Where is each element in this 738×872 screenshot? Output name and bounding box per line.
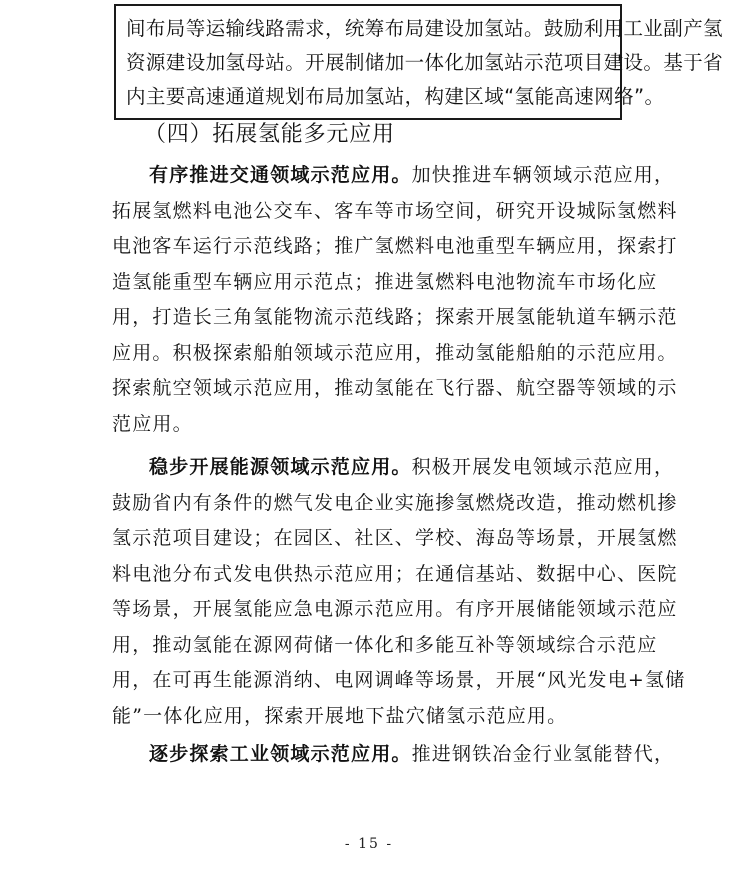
paragraph-line: 料电池分布式发电供热示范应用；在通信基站、数据中心、医院	[112, 562, 678, 585]
paragraph-industry	[112, 737, 675, 773]
paragraph-lead: 有序推进交通领域示范应用。	[149, 164, 412, 186]
paragraph-line: 造氢能重型车辆应用示范点；推进氢燃料电池物流车市场化应	[112, 270, 658, 293]
paragraph-line: 能”一体化应用，探索开展地下盐穴储氢示范应用。	[112, 704, 568, 727]
paragraph-lead: 稳步开展能源领域示范应用。	[149, 456, 412, 478]
paragraph-first-line	[112, 737, 675, 773]
paragraph-text: 加快推进车辆领域示范应用，	[411, 164, 675, 186]
paragraph-line: 鼓励省内有条件的燃气发电企业实施掺氢燃烧改造，推动燃机掺	[112, 491, 678, 514]
paragraph-line: 用，打造长三角氢能物流示范线路；探索开展氢能轨道车辆示范	[112, 306, 678, 328]
paragraph-first-line	[112, 158, 675, 194]
paragraph-line: 电池客车运行示范线路；推广氢燃料电池重型车辆应用，探索打	[112, 235, 678, 257]
paragraph-line: 拓展氢燃料电池公交车、客车等市场空间，研究开设城际氢燃料	[112, 199, 678, 222]
paragraph-first-line	[112, 450, 675, 486]
boxed-line: 内主要高速通道规划布局加氢站，构建区域“氢能高速网络”。	[126, 85, 665, 108]
paragraph-text: 推进钢铁冶金行业氢能替代，	[411, 743, 675, 765]
boxed-text-block	[114, 4, 724, 120]
paragraph-line: 等场景，开展氢能应急电源示范应用。有序开展储能领域示范应	[112, 598, 678, 620]
boxed-line: 资源建设加氢母站。开展制储加一体化加氢站示范项目建设。基于省	[126, 51, 724, 74]
paragraph-line: 用，推动氢能在源网荷储一体化和多能互补等领域综合示范应	[112, 633, 658, 656]
paragraph-text: 积极开展发电领域示范应用，	[411, 456, 675, 478]
paragraph-lead: 逐步探索工业领域示范应用。	[149, 743, 412, 765]
paragraph-energy	[112, 450, 686, 734]
paragraph-line: 氢示范项目建设；在园区、社区、学校、海岛等场景，开展氢燃	[112, 527, 678, 549]
paragraph-line: 应用。积极探索船舶领域示范应用，推动氢能船舶的示范应用。	[112, 341, 678, 364]
boxed-line: 间布局等运输线路需求，统筹布局建设加氢站。鼓励利用工业副产氢	[126, 17, 724, 40]
paragraph-line: 探索航空领域示范应用，推动氢能在飞行器、航空器等领域的示	[112, 377, 678, 399]
page-number: - 15 -	[344, 836, 394, 852]
paragraph-transport	[112, 158, 678, 442]
paragraph-line: 用，在可再生能源消纳、电网调峰等场景，开展“风光发电+氢储	[112, 669, 686, 691]
section-heading: （四）拓展氢能多元应用	[144, 122, 395, 147]
paragraph-line: 范应用。	[112, 412, 193, 435]
